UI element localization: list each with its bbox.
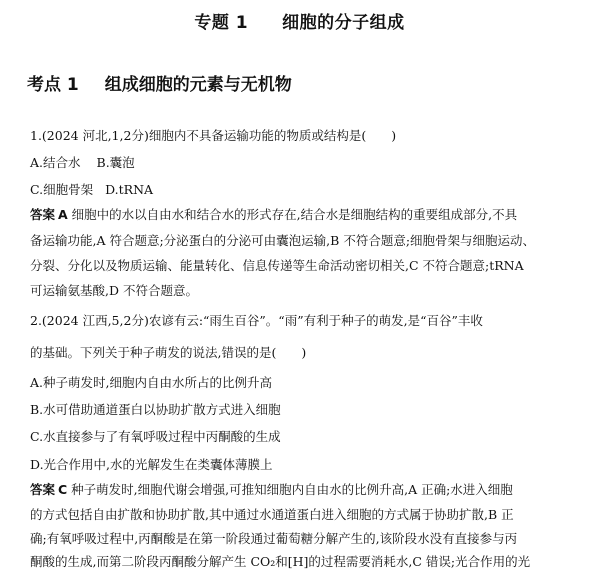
q2-stem-line-1: 2.(2024 江西,5,2分)农谚有云:“雨生百谷”。“雨”有利于种子的萌发,是“百谷”丰收 [30, 313, 483, 328]
section-prefix: 考点 1 [27, 75, 79, 95]
title-prefix: 专题 1 [194, 13, 249, 33]
q2-answer-letter: C [58, 482, 68, 497]
q1-answer-tag [30, 207, 68, 222]
page-title [0, 8, 599, 33]
title-main: 细胞的分子组成 [282, 13, 405, 33]
q2-answer-line-1 [30, 481, 513, 499]
q1-explanation-line-2: 备运输功能,A 符合题意;分泌蛋白的分泌可由囊泡运输,B 不符合题意;细胞骨架与细胞运动、 [30, 233, 536, 248]
q1-answer-line-1 [30, 206, 517, 224]
q2-explanation-line-2: 的方式包括自由扩散和协助扩散,其中通过水通道蛋白进入细胞的方式属于协助扩散,B 正 [30, 507, 514, 522]
q1-option-a: A.结合水 [30, 155, 81, 170]
q1-option-d: D.tRNA [105, 182, 154, 197]
q1-answer-label: 答案 [30, 207, 56, 222]
q2-explanation-line-4: 酮酸的生成,而第二阶段丙酮酸分解产生 CO₂和[H]的过程需要消耗水,C 错误;光合作用的光 [30, 554, 531, 569]
q1-answer-letter: A [58, 207, 68, 222]
q2-explanation-line-1: 种子萌发时,细胞代谢会增强,可推知细胞内自由水的比例升高,A 正确;水进入细胞 [67, 482, 513, 497]
q1-explanation-line-1: 细胞中的水以自由水和结合水的形式存在,结合水是细胞结构的重要组成部分,不具 [67, 207, 518, 222]
q2-option-c: C.水直接参与了有氧呼吸过程中丙酮酸的生成 [30, 429, 281, 444]
q2-option-d: D.光合作用中,水的光解发生在类囊体薄膜上 [30, 457, 273, 472]
q1-explanation-line-3: 分裂、分化以及物质运输、能量转化、信息传递等生命活动密切相关,C 不符合题意;tRNA [30, 258, 524, 273]
q2-option-a: A.种子萌发时,细胞内自由水所占的比例升高 [30, 375, 272, 390]
section-main: 组成细胞的元素与无机物 [104, 75, 292, 95]
q2-stem-line-2: 的基础。下列关于种子萌发的说法,错误的是( ) [30, 345, 307, 360]
q1-option-b: B.囊泡 [96, 155, 135, 170]
section-heading [27, 70, 292, 95]
q1-option-c: C.细胞骨架 [30, 182, 94, 197]
q1-explanation-line-4: 可运输氨基酸,D 不符合题意。 [30, 283, 198, 298]
q1-options-row-1 [30, 154, 135, 172]
q2-option-b: B.水可借助通道蛋白以协助扩散方式进入细胞 [30, 402, 281, 417]
q1-stem: 1.(2024 河北,1,2分)细胞内不具备运输功能的物质或结构是( ) [30, 128, 397, 143]
q2-answer-label: 答案 [30, 482, 56, 497]
q2-answer-tag [30, 482, 67, 497]
q2-explanation-line-3: 确;有氧呼吸过程中,丙酮酸是在第一阶段通过葡萄糖分解产生的,该阶段水没有直接参与丙 [30, 531, 518, 546]
q1-options-row-2 [30, 181, 153, 199]
